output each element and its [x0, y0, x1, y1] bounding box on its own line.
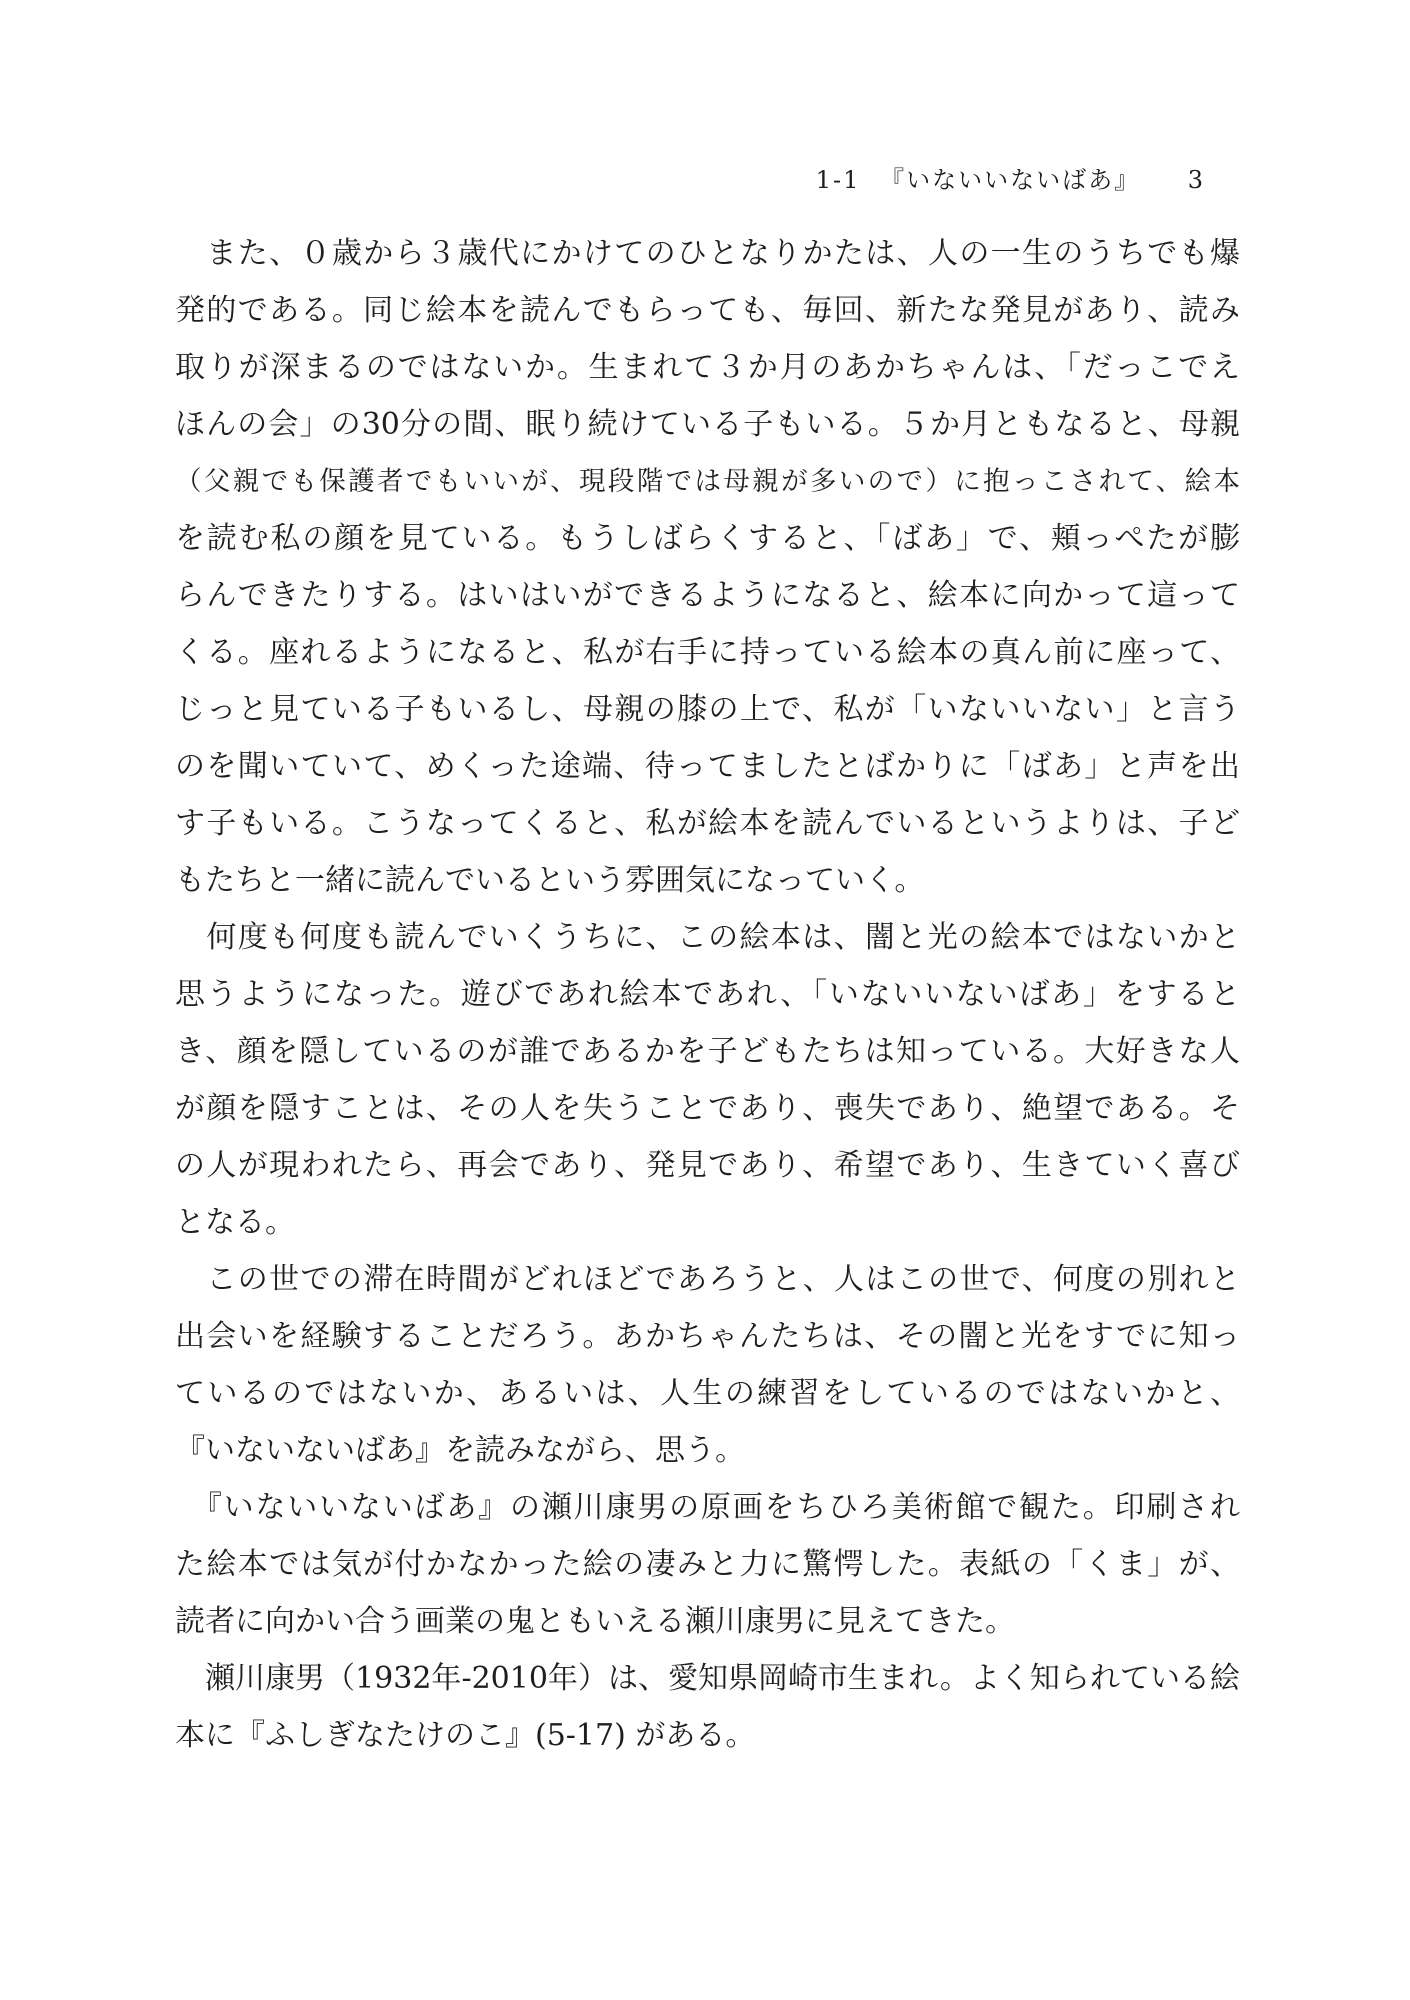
text-line: ているのではないか、あるいは、人生の練習をしているのではないかと、	[175, 1376, 1240, 1411]
text-line: のを聞いていて、めくった途端、待ってましたとばかりに「ばあ」と声を出	[175, 749, 1240, 784]
text-line: となる。	[175, 1205, 295, 1240]
text-line: き、顔を隠しているのが誰であるかを子どもたちは知っている。大好きな人	[175, 1034, 1240, 1069]
page-number: 3	[1187, 166, 1205, 194]
paragraph	[175, 1251, 1240, 1479]
text-line: 本に『ふしぎなたけのこ』(5-17) がある。	[175, 1718, 756, 1753]
text-line: の人が現われたら、再会であり、発見であり、希望であり、生きていく喜び	[175, 1148, 1240, 1183]
text-line: もたちと一緒に読んでいるという雰囲気になっていく。	[175, 863, 925, 898]
chapter-title: 『いないいないばあ』	[880, 166, 1141, 194]
running-header	[816, 160, 1205, 195]
text-line: ほんの会」の30分の間、眠り続けている子もいる。５か月ともなると、母親	[175, 407, 1240, 442]
section-number: 1-1	[815, 166, 861, 194]
text-line: を読む私の顔を見ている。もうしばらくすると、「ばあ」で、頬っぺたが膨	[175, 521, 1240, 556]
text-line: 思うようになった。遊びであれ絵本であれ、「いないいないばあ」をすると	[175, 977, 1240, 1012]
text-line: 出会いを経験することだろう。あかちゃんたちは、その闇と光をすでに知っ	[175, 1319, 1240, 1354]
text-line: 読者に向かい合う画業の鬼ともいえる瀬川康男に見えてきた。	[175, 1604, 1015, 1639]
paragraph	[175, 909, 1240, 1251]
paragraph	[175, 225, 1240, 909]
body-text	[175, 225, 1240, 1764]
paragraph	[175, 1650, 1240, 1764]
text-line: 何度も何度も読んでいくうちに、この絵本は、闇と光の絵本ではないかと	[175, 920, 1240, 955]
text-line: 発的である。同じ絵本を読んでもらっても、毎回、新たな発見があり、読み	[175, 293, 1240, 328]
text-line: 『いないいないばあ』の瀬川康男の原画をちひろ美術館で観た。印刷され	[175, 1490, 1240, 1525]
text-line: くる。座れるようになると、私が右手に持っている絵本の真ん前に座って、	[175, 635, 1240, 670]
text-line: た絵本では気が付かなかった絵の凄みと力に驚愕した。表紙の「くま」が、	[175, 1547, 1240, 1582]
text-line: が顔を隠すことは、その人を失うことであり、喪失であり、絶望である。そ	[175, 1091, 1240, 1126]
text-line: （父親でも保護者でもいいが、現段階では母親が多いので）に抱っこされて、絵本	[175, 466, 1240, 497]
text-line: 取りが深まるのではないか。生まれて３か月のあかちゃんは、「だっこでえ	[175, 350, 1240, 385]
text-line: 瀬川康男（1932年-2010年）は、愛知県岡崎市生まれ。よく知られている絵	[175, 1661, 1240, 1696]
text-line: 『いないないばあ』を読みながら、思う。	[175, 1433, 745, 1468]
paragraph	[175, 1479, 1240, 1650]
text-line: また、０歳から３歳代にかけてのひとなりかたは、人の一生のうちでも爆	[175, 236, 1240, 271]
text-line: この世での滞在時間がどれほどであろうと、人はこの世で、何度の別れと	[175, 1262, 1240, 1297]
text-line: らんできたりする。はいはいができるようになると、絵本に向かって這って	[175, 578, 1240, 613]
text-line: す子もいる。こうなってくると、私が絵本を読んでいるというよりは、子ど	[175, 806, 1240, 841]
text-line: じっと見ている子もいるし、母親の膝の上で、私が「いないいない」と言う	[175, 692, 1240, 727]
